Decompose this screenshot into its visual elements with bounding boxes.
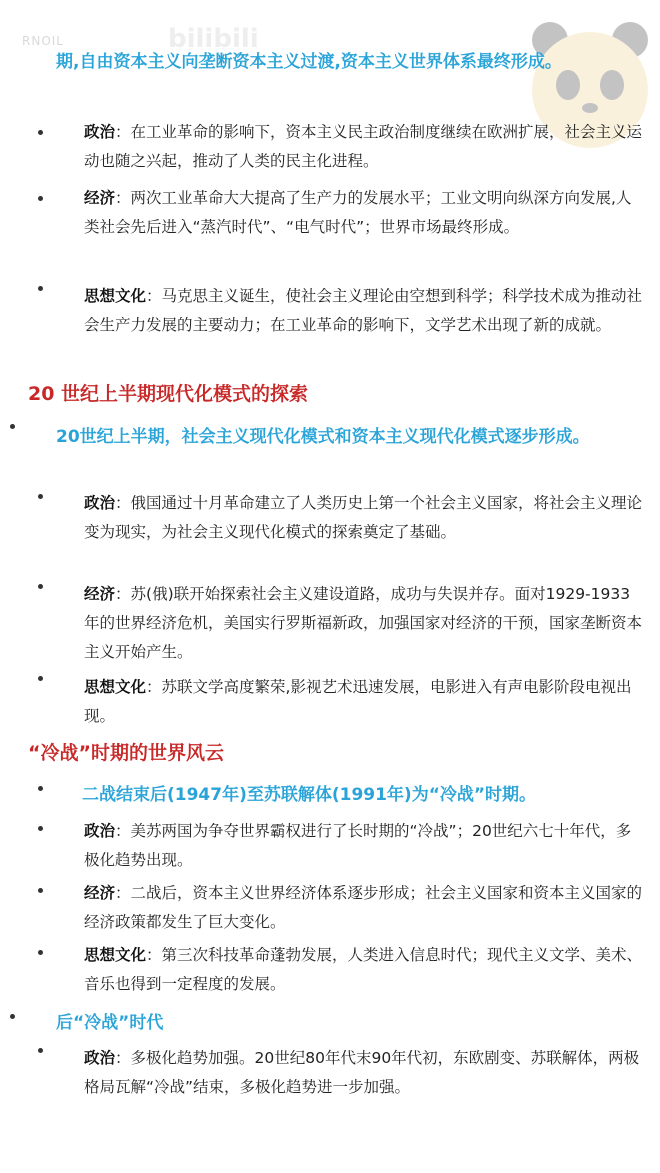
bullet-dot <box>38 676 43 681</box>
bullet-dot <box>38 584 43 589</box>
bullet-dot <box>10 1014 15 1019</box>
s2-economy-label: 经济 <box>84 585 116 603</box>
bullet-dot <box>38 888 43 893</box>
s1-culture-item <box>84 282 644 340</box>
s1-economy-item <box>84 184 644 242</box>
s3-culture-label: 思想文化 <box>84 946 147 964</box>
bullet-dot <box>38 786 43 791</box>
s2-politics-label: 政治 <box>84 494 116 512</box>
s1-economy-label: 经济 <box>84 189 116 207</box>
s1-politics-text: ：在工业革命的影响下，资本主义民主政治制度继续在欧洲扩展，社会主义运动也随之兴起，推动了人类的民主化进程。 <box>84 123 643 170</box>
s3-economy-item <box>84 879 644 937</box>
s3-politics-label: 政治 <box>84 822 116 840</box>
s2-culture-label: 思想文化 <box>84 678 147 696</box>
bullet-dot <box>38 494 43 499</box>
s1-culture-label: 思想文化 <box>84 287 147 305</box>
section2-intro: 20世纪上半期，社会主义现代化模式和资本主义现代化模式逐步形成。 <box>56 427 590 447</box>
s3-politics-text: ：美苏两国为争夺世界霸权进行了长时期的“冷战”；20世纪六七十年代，多极化趋势出现。 <box>84 822 632 869</box>
bullet-dot <box>38 826 43 831</box>
s1-culture-text: ：马克思主义诞生，使社会主义理论由空想到科学；科学技术成为推动社会生产力发展的主要动力；在工业革命的影响下，文学艺术出现了新的成就。 <box>84 287 643 334</box>
bullet-dot <box>38 286 43 291</box>
bullet-dot <box>10 424 15 429</box>
watermark-text: RNOIL <box>22 34 64 48</box>
bilibili-watermark-logo: bilibili <box>168 24 259 54</box>
s4-politics-text: ：多极化趋势加强。20世纪80年代末90年代初，东欧剧变、苏联解体，两极格局瓦解“冷战”结束，多极化趋势进一步加强。 <box>84 1049 640 1096</box>
s2-culture-text: ：苏联文学高度繁荣,影视艺术迅速发展，电影进入有声电影阶段电视出现。 <box>84 678 632 725</box>
s1-politics-label: 政治 <box>84 123 116 141</box>
bullet-dot <box>38 196 43 201</box>
s2-politics-text: ：俄国通过十月革命建立了人类历史上第一个社会主义国家，将社会主义理论变为现实，为社会主义现代化模式的探索奠定了基础。 <box>84 494 643 541</box>
s2-culture-item <box>84 673 644 731</box>
s4-politics-item <box>84 1044 644 1102</box>
s2-economy-text: ：苏(俄)联开始探索社会主义建设道路，成功与失误并存。面对1929-1933 年的世界经济危机，美国实行罗斯福新政，加强国家对经济的干预，国家垄断资本主义开始产生。 <box>84 585 643 661</box>
s1-economy-text: ：两次工业革命大大提高了生产力的发展水平；工业文明向纵深方向发展,人类社会先后进入“蒸汽时代”、“电气时代”；世界市场最终形成。 <box>84 189 632 236</box>
s3-culture-text: ：第三次科技革命蓬勃发展，人类进入信息时代；现代主义文学、美术、音乐也得到一定程度的发展。 <box>84 946 643 993</box>
section4-intro: 后“冷战”时代 <box>56 1013 164 1033</box>
s1-politics-item <box>84 118 644 176</box>
bullet-dot <box>38 130 43 135</box>
bullet-dot <box>38 1048 43 1053</box>
section2-title: 20 世纪上半期现代化模式的探索 <box>28 383 309 405</box>
s3-economy-text: ：二战后，资本主义世界经济体系逐步形成；社会主义国家和资本主义国家的经济政策都发生了巨大变化。 <box>84 884 643 931</box>
s3-culture-item <box>84 941 644 999</box>
section1-intro: 期,自由资本主义向垄断资本主义过渡,资本主义世界体系最终形成。 <box>56 52 562 72</box>
section3-title: “冷战”时期的世界风云 <box>28 742 224 764</box>
s2-economy-item <box>84 580 644 667</box>
s3-politics-item <box>84 817 644 875</box>
s2-politics-item <box>84 489 644 547</box>
s3-economy-label: 经济 <box>84 884 116 902</box>
bullet-dot <box>38 950 43 955</box>
section3-intro: 二战结束后(1947年)至苏联解体(1991年)为“冷战”时期。 <box>82 785 537 805</box>
s4-politics-label: 政治 <box>84 1049 116 1067</box>
